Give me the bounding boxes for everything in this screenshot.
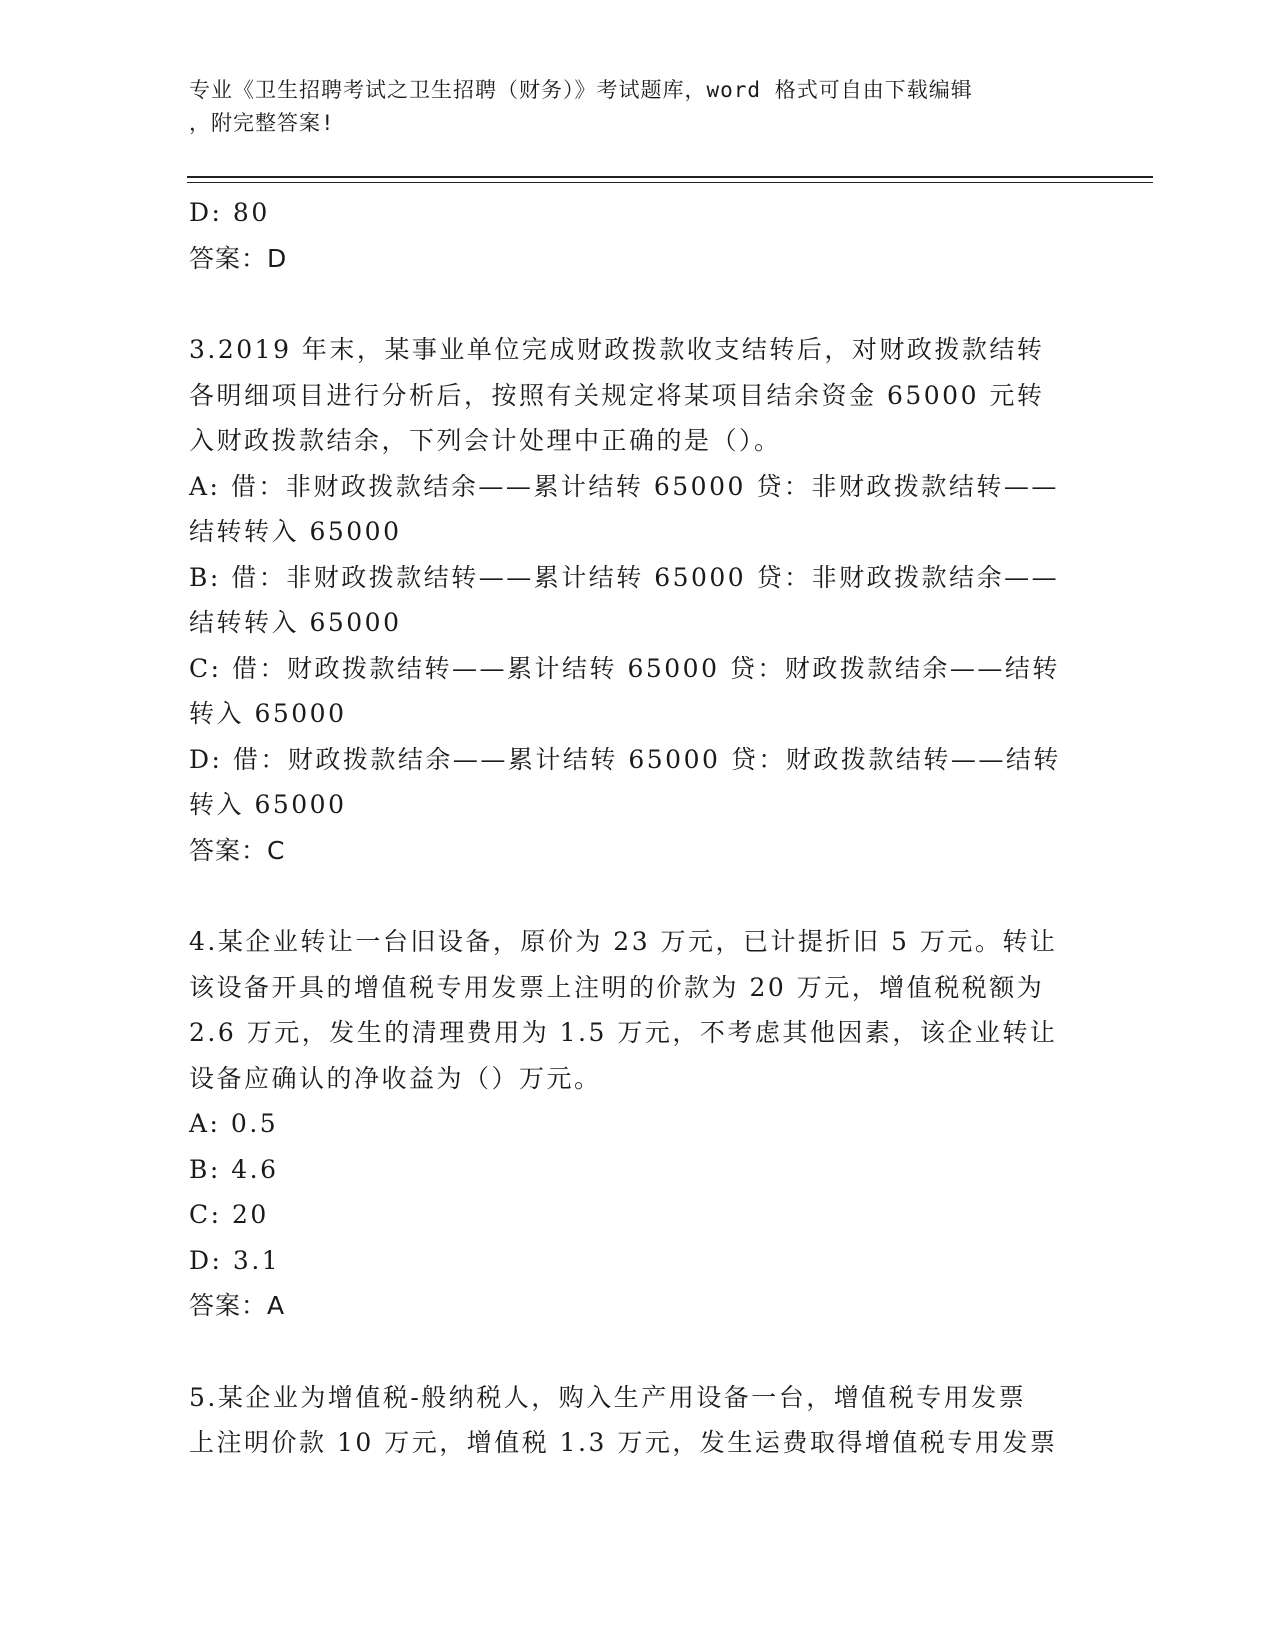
option-c: C: 20 bbox=[189, 1200, 269, 1229]
option-d: D: 80 bbox=[189, 198, 270, 227]
question-stem-line: 3.2019 年末，某事业单位完成财政拨款收支结转后，对财政拨款结转 bbox=[189, 335, 1045, 364]
header-line-2: ，附完整答案! bbox=[189, 111, 335, 135]
option-c-cont: 转入 65000 bbox=[189, 699, 347, 728]
spacer bbox=[189, 281, 1089, 327]
header-rule-thin bbox=[187, 182, 1153, 183]
question-4 bbox=[189, 919, 1089, 1329]
question-3 bbox=[189, 327, 1089, 873]
option-a: A: 0.5 bbox=[189, 1109, 279, 1138]
question-content bbox=[189, 190, 1089, 1466]
page-header bbox=[189, 74, 1089, 140]
spacer bbox=[189, 1329, 1089, 1375]
question-stem-line: 4.某企业转让一台旧设备，原价为 23 万元，已计提折旧 5 万元。转让 bbox=[189, 927, 1058, 956]
question-stem-line: 2.6 万元，发生的清理费用为 1.5 万元，不考虑其他因素，该企业转让 bbox=[189, 1018, 1058, 1047]
question-stem-line: 设备应确认的净收益为（）万元。 bbox=[189, 1063, 602, 1093]
question-stem-line: 5.某企业为增值税-般纳税人，购入生产用设备一台，增值税专用发票 bbox=[189, 1382, 1027, 1412]
header-line-1: 专业《卫生招聘考试之卫生招聘（财务）》考试题库，word 格式可自由下载编辑 bbox=[189, 78, 973, 102]
option-a-cont: 结转转入 65000 bbox=[189, 517, 402, 546]
option-d: D: 3.1 bbox=[189, 1245, 281, 1275]
question-2-tail bbox=[189, 190, 1089, 281]
answer-line: 答案：C bbox=[189, 835, 286, 865]
question-stem-line: 上注明价款 10 万元，增值税 1.3 万元，发生运费取得增值税专用发票 bbox=[189, 1428, 1058, 1457]
option-c: C: 借：财政拨款结转——累计结转 65000 贷：财政拨款结余——结转 bbox=[189, 653, 1060, 683]
option-d-cont: 转入 65000 bbox=[189, 790, 347, 819]
option-a: A: 借：非财政拨款结余——累计结转 65000 贷：非财政拨款结转—— bbox=[189, 471, 1059, 501]
question-stem-line: 各明细项目进行分析后，按照有关规定将某项目结余资金 65000 元转 bbox=[189, 380, 1045, 410]
answer-line: 答案：A bbox=[189, 1291, 286, 1320]
option-d: D: 借：财政拨款结余——累计结转 65000 贷：财政拨款结转——结转 bbox=[189, 744, 1061, 774]
option-b: B: 4.6 bbox=[189, 1154, 279, 1184]
header-rule-thick bbox=[187, 176, 1153, 178]
option-b: B: 借：非财政拨款结转——累计结转 65000 贷：非财政拨款结余—— bbox=[189, 562, 1060, 592]
option-b-cont: 结转转入 65000 bbox=[189, 608, 402, 637]
answer-line: 答案：D bbox=[189, 243, 288, 273]
question-5 bbox=[189, 1375, 1089, 1466]
question-stem-line: 该设备开具的增值税专用发票上注明的价款为 20 万元，增值税税额为 bbox=[189, 972, 1045, 1002]
spacer bbox=[189, 873, 1089, 919]
question-stem-line: 入财政拨款结余，下列会计处理中正确的是（）。 bbox=[189, 426, 782, 455]
